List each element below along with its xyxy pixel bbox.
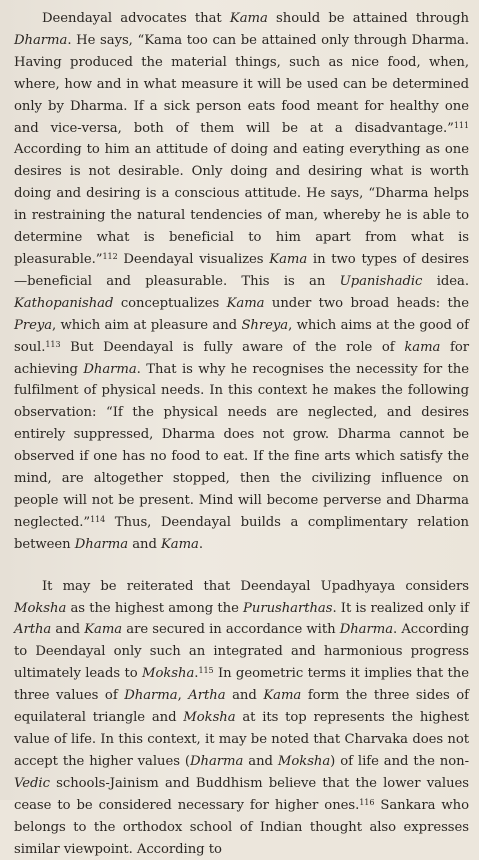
text-run: conceptualizes: [113, 295, 227, 311]
text-run: ,: [177, 688, 189, 704]
text-run: , which aims at the good of soul.: [14, 317, 469, 355]
text-run: . According to Deendayal only such an integrated and harmonious progress ultimately leads to: [14, 622, 470, 682]
text-run: at its top represents the highest value of life. In this context, it may be noted that Charvaka does not accept the higher values (: [14, 710, 469, 769]
text-run: and: [128, 536, 161, 552]
paragraph-1: [14, 8, 469, 556]
italic-term: Artha: [14, 622, 52, 638]
text-run: under two broad heads: the: [264, 295, 469, 311]
italic-term: Shreya: [241, 317, 289, 333]
italic-term: Dharma: [339, 622, 394, 638]
text-run: , which aim at pleasure and: [52, 317, 242, 333]
italic-term: Dharma: [124, 688, 178, 704]
italic-term: Purusharthas: [243, 600, 333, 616]
italic-term: Kama: [229, 11, 268, 26]
italic-term: Artha: [188, 688, 226, 704]
text-run: It may be reiterated that Deendayal Upadhyaya considers: [42, 578, 469, 594]
text-run: schools-Jainism and Buddhism believe that the lower values cease to be considered necessary for higher ones.: [14, 775, 469, 813]
footnote-ref: 113: [45, 339, 61, 349]
italic-term: Vedic: [14, 775, 50, 791]
italic-term: Moksha: [14, 600, 67, 616]
italic-term: Dharma: [14, 32, 68, 48]
text-run: in two types of desires—beneficial and pleasurable. This is an: [14, 251, 469, 289]
text-run: Thus, Deendayal builds a complimentary relation between: [14, 514, 469, 552]
footnote-ref: 115: [198, 666, 214, 676]
text-run: Sankara who belongs to the orthodox school of Indian thought also expresses similar viewpoint. According to: [14, 797, 469, 857]
text-run: .: [198, 536, 204, 552]
italic-term: Dharma: [83, 361, 137, 377]
paragraph-2: [14, 576, 469, 860]
italic-term: Kama: [263, 688, 302, 704]
italic-term: kama: [404, 339, 441, 355]
italic-term: Preya: [14, 317, 53, 333]
footnote-ref: 112: [102, 251, 118, 261]
text-run: form the three sides of equilateral triangle and: [14, 688, 469, 726]
italic-term: Moksha: [183, 710, 236, 726]
text-run: idea.: [422, 273, 469, 289]
italic-term: Dharma: [74, 536, 129, 552]
footnote-ref: 114: [90, 514, 106, 524]
text-run: should be attained through: [267, 11, 469, 26]
text-run: are secured in accordance with: [122, 622, 340, 638]
text-run: and: [51, 622, 85, 638]
text-run: . That is why he recognises the necessity for the fulfilment of physical needs. In this context he makes the following observation: “If the physical needs are neglected, and desires entirely suppressed, Dharma does not grow. Dharma cannot be observed if one has no food to eat. If the fine arts which satisfy the mind, are altogether stopped, then the civilizing influence on people will not be present. Mind will become perverse and Dharma neglected.”: [14, 361, 469, 530]
text-run: But Deendayal is fully aware of the role of: [60, 339, 405, 355]
italic-term: Moksha: [277, 753, 331, 769]
text-run: .: [194, 666, 199, 682]
text-run: for achieving: [14, 339, 469, 377]
italic-term: Kathopanishad: [14, 295, 114, 311]
text-run: Deendayal visualizes: [117, 251, 270, 267]
text-run: In geometric terms it implies that the three values of: [14, 666, 469, 704]
italic-term: Dharma: [190, 753, 244, 769]
italic-term: Kama: [269, 251, 308, 267]
italic-term: Kama: [226, 295, 265, 311]
italic-term: Moksha: [142, 666, 195, 682]
footnote-ref: 116: [359, 797, 375, 807]
text-run: According to him an attitude of doing and eating everything as one desires is not desirable. Only doing and desiring what is worth doing and desiring is a conscious attitude. He says, “Dharma helps in restraining the natural tendencies of man, whereby he is able to determine what is beneficial to him apart from what is pleasurable.”: [14, 142, 469, 267]
text-run: . It is realized only if: [332, 600, 469, 616]
text-run: and: [225, 688, 264, 704]
italic-term: Kama: [84, 622, 123, 638]
footnote-ref: 111: [453, 120, 469, 130]
text-run: Deendayal advocates that: [42, 11, 230, 26]
italic-term: Kama: [160, 536, 199, 552]
text-run: and: [243, 753, 278, 769]
text-run: ) of life and the non-: [330, 753, 469, 769]
italic-term: Upanishadic: [339, 273, 423, 289]
text-run: . He says, “Kama too can be attained only through Dharma. Having produced the material things, such as nice food, when, where, how and in what measure it will be used can be determined only by Dharma. If a sick person eats food meant for healthy one and vice-versa, both of them will be at a disadvantage.”: [14, 32, 469, 136]
text-run: as the highest among the: [66, 600, 244, 616]
